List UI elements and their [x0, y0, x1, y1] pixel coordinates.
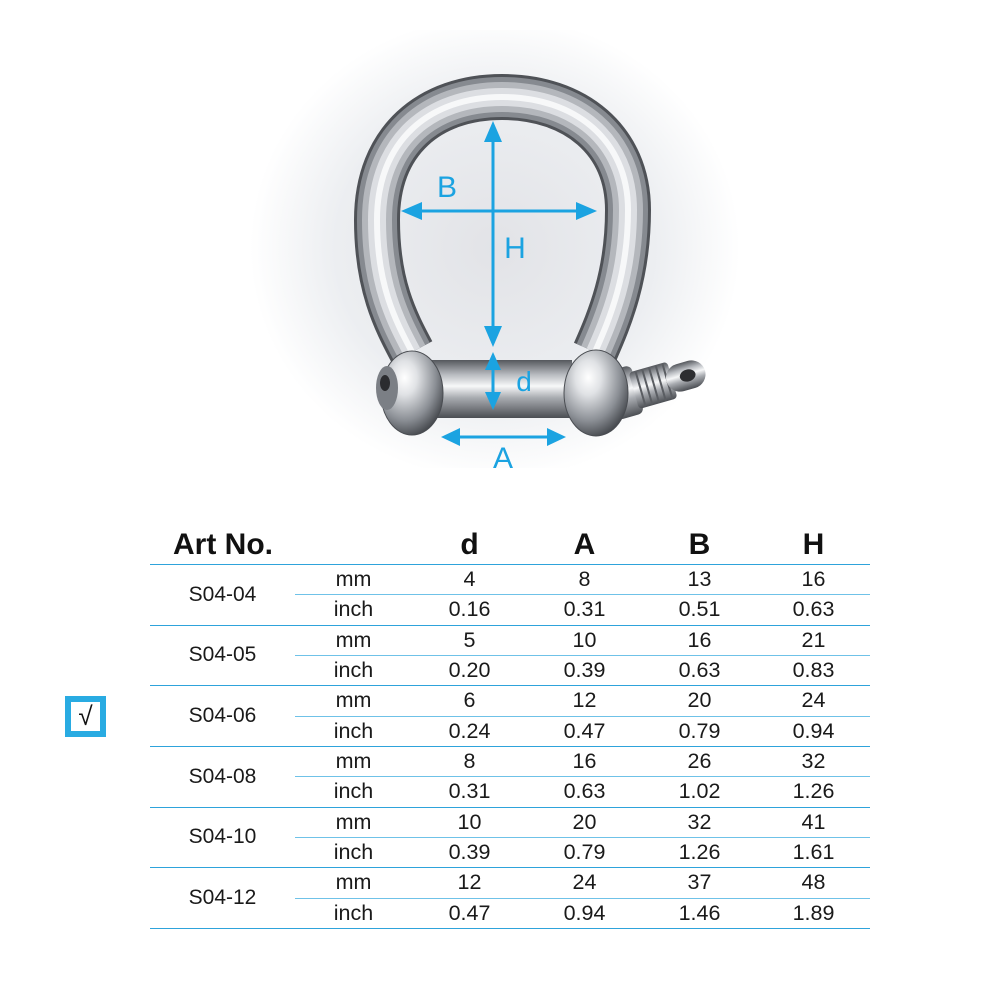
mm-row — [295, 686, 870, 716]
check-mark-icon: √ — [65, 696, 106, 737]
value-d-cell: 0.16 — [448, 597, 491, 622]
unit-cell: inch — [333, 839, 374, 864]
inch-row — [295, 717, 870, 746]
value-d-cell: 0.20 — [448, 657, 491, 682]
unit-rows — [295, 868, 870, 928]
value-b-cell: 1.26 — [678, 839, 721, 864]
unit-cell: mm — [335, 870, 372, 895]
spec-table — [78, 525, 870, 929]
dimension-label-b: B — [436, 171, 458, 204]
value-h-cell: 1.26 — [792, 779, 835, 804]
unit-cell: inch — [333, 718, 374, 743]
shackle-diagram — [0, 0, 1000, 490]
value-d-cell: 0.31 — [448, 779, 491, 804]
value-h-cell: 24 — [801, 688, 826, 713]
value-h-cell: 21 — [801, 627, 826, 652]
value-h-cell: 16 — [801, 566, 826, 591]
table-row-group — [78, 686, 870, 747]
mm-row — [295, 747, 870, 777]
value-a-cell: 12 — [572, 688, 597, 713]
table-header — [150, 525, 870, 565]
dimension-label-h: H — [504, 232, 526, 265]
table-row-group — [150, 626, 870, 687]
unit-cell: mm — [335, 566, 372, 591]
unit-cell: inch — [333, 657, 374, 682]
table-row-group — [150, 747, 870, 808]
unit-rows — [295, 808, 870, 868]
value-h-cell: 48 — [801, 870, 826, 895]
value-d-cell: 5 — [463, 627, 476, 652]
value-a-cell: 8 — [578, 566, 591, 591]
value-d-cell: 12 — [457, 870, 482, 895]
shackle-pin-shaft — [432, 360, 572, 418]
mm-row — [295, 808, 870, 838]
value-a-cell: 0.79 — [563, 839, 606, 864]
shackle-pin-head — [376, 366, 398, 410]
unit-rows — [295, 686, 870, 746]
value-b-cell: 20 — [687, 688, 712, 713]
inch-row — [295, 656, 870, 685]
value-a-cell: 0.47 — [563, 718, 606, 743]
unit-cell: inch — [333, 597, 374, 622]
art-no-cell: S04-05 — [188, 643, 257, 667]
art-no-cell: S04-04 — [188, 582, 257, 606]
value-d-cell: 8 — [463, 748, 476, 773]
value-h-cell: 0.94 — [792, 718, 835, 743]
table-row-group — [150, 808, 870, 869]
inch-row — [295, 838, 870, 867]
inch-row — [295, 595, 870, 624]
mm-row — [295, 868, 870, 898]
inch-row — [295, 899, 870, 928]
value-d-cell: 0.39 — [448, 839, 491, 864]
unit-cell: mm — [335, 748, 372, 773]
value-a-cell: 0.39 — [563, 657, 606, 682]
value-b-cell: 0.51 — [678, 597, 721, 622]
unit-cell: mm — [335, 688, 372, 713]
unit-cell: mm — [335, 809, 372, 834]
header-a: A — [573, 527, 596, 561]
header-h: H — [802, 527, 825, 561]
value-b-cell: 1.46 — [678, 900, 721, 925]
value-b-cell: 32 — [687, 809, 712, 834]
value-b-cell: 0.63 — [678, 657, 721, 682]
unit-rows — [295, 626, 870, 686]
art-no-cell: S04-08 — [188, 764, 257, 788]
value-b-cell: 13 — [687, 566, 712, 591]
value-h-cell: 41 — [801, 809, 826, 834]
value-h-cell: 32 — [801, 748, 826, 773]
value-a-cell: 0.63 — [563, 779, 606, 804]
value-b-cell: 16 — [687, 627, 712, 652]
product-photo — [250, 16, 740, 480]
table-body — [78, 565, 870, 929]
value-a-cell: 16 — [572, 748, 597, 773]
value-d-cell: 0.47 — [448, 900, 491, 925]
header-d: d — [460, 527, 479, 561]
value-h-cell: 0.83 — [792, 657, 835, 682]
value-d-cell: 10 — [457, 809, 482, 834]
art-no-cell: S04-10 — [188, 825, 257, 849]
value-h-cell: 1.89 — [792, 900, 835, 925]
value-a-cell: 10 — [572, 627, 597, 652]
unit-cell: mm — [335, 627, 372, 652]
value-d-cell: 6 — [463, 688, 476, 713]
art-no-cell: S04-12 — [188, 886, 257, 910]
value-d-cell: 0.24 — [448, 718, 491, 743]
shackle-eye-right — [564, 350, 628, 436]
value-a-cell: 24 — [572, 870, 597, 895]
unit-cell: inch — [333, 900, 374, 925]
inch-row — [295, 777, 870, 806]
dimension-label-d: d — [516, 366, 532, 397]
header-art-no: Art No. — [173, 527, 273, 561]
value-b-cell: 1.02 — [678, 779, 721, 804]
mm-row — [295, 626, 870, 656]
art-no-cell: S04-06 — [188, 704, 257, 728]
value-b-cell: 26 — [687, 748, 712, 773]
mm-row — [295, 565, 870, 595]
value-h-cell: 0.63 — [792, 597, 835, 622]
value-b-cell: 0.79 — [678, 718, 721, 743]
table-row-group — [150, 565, 870, 626]
unit-rows — [295, 747, 870, 807]
value-a-cell: 0.94 — [563, 900, 606, 925]
value-a-cell: 20 — [572, 809, 597, 834]
value-d-cell: 4 — [463, 566, 476, 591]
header-b: B — [688, 527, 711, 561]
table-row-group — [150, 868, 870, 929]
value-a-cell: 0.31 — [563, 597, 606, 622]
value-h-cell: 1.61 — [792, 839, 835, 864]
dimension-label-a: A — [492, 442, 514, 475]
unit-rows — [295, 565, 870, 625]
value-b-cell: 37 — [687, 870, 712, 895]
unit-cell: inch — [333, 779, 374, 804]
